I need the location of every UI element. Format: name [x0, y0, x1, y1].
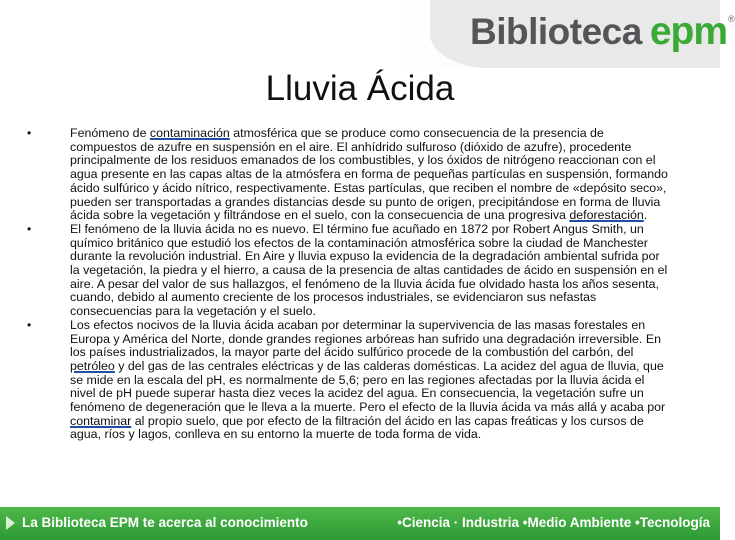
bullet-item: • Los efectos nocivos de la lluvia ácida acaban por determinar la supervivencia de las masas forestales en Europa y América del Norte, donde grandes regiones arbóreas han sufrido una degradación irreversible. En los países industrializados, la mayor parte del ácido sulfúrico procede de la combustión del carbón, del petróleo y del gas de las centrales eléctricas y de las calderas domésticas. La acidez del agua de lluvia, que se mide en la escala del pH, es normalmente de 5,6; pero en las regiones afectadas por la lluvia ácida el nivel de pH puede superar hasta diez veces la acidez del agua. En consecuencia, la vegetación sufre un fenómeno de degeneración que le lleva a la muerte. Pero el efecto de la lluvia ácida va más allá y acaba por contaminar al propio suelo, que por efecto de la filtración del ácido en las capas freáticas y los cursos de agua, ríos y lagos, conlleva en su entorno la muerte de toda forma de vida. — [27, 317, 666, 442]
bullet-icon: • — [27, 317, 32, 332]
logo-text: Biblioteca — [470, 11, 642, 52]
logo-brand: epm — [649, 10, 728, 53]
footer-tagline: La Biblioteca EPM te acerca al conocimiento — [22, 515, 308, 530]
link-contaminar[interactable]: contaminar — [70, 413, 132, 428]
footer-topics: •Ciencia · Industria •Medio Ambiente •Tecnología — [397, 515, 710, 530]
registered-mark: ® — [728, 14, 735, 24]
bullet-icon: • — [27, 126, 32, 140]
bullet-icon: • — [27, 221, 32, 236]
arrow-right-icon — [6, 516, 15, 530]
slide-content — [22, 127, 672, 442]
biblioteca-epm-logo — [470, 10, 735, 54]
bullet-item: • El fenómeno de la lluvia ácida no es nuevo. El término fue acuñado en 1872 por Robert Angus Smith, un químico británico que estudió los efectos de la contaminación atmosférica sobre la ciudad de Manchester durante la revolución industrial. En Aire y lluvia expuso la evidencia de la degradación ambiental sufrida por la vegetación, la piedra y el hierro, a causa de la presencia de altas cantidades de ácido en suspensión en el aire. A pesar del valor de sus hallazgos, el fenómeno de la lluvia ácida fue olvidado hasta los años sesenta, cuando, debido al aumento creciente de los procesos industriales, se evidenciaron sus nefastas consecuencias para la vegetación y el suelo. — [27, 221, 668, 319]
slide-title: Lluvia Ácida — [265, 69, 455, 108]
bullet-item: • Fenómeno de contaminación atmosférica que se produce como consecuencia de la presencia de compuestos de azufre en suspensión en el aire. El anhídrido sulfuroso (dióxido de azufre), procedente principalmente de los residuos emanados de los combustibles, y los óxidos de nitrógeno reaccionan con el agua presente en las capas altas de la atmósfera en forma de pequeñas partículas en suspensión, formando ácido sulfúrico y ácido nítrico, respectivamente. Estas partículas, que reciben el nombre de «depósito seco», pueden ser transportadas a grandes distancias desde su punto de origen, precipitándose en forma de lluvia ácida sobre la vegetación y filtrándose en el suelo, con la consecuencia de una progresiva deforestación. — [27, 126, 668, 223]
link-deforestacion[interactable]: deforestación — [569, 208, 644, 223]
link-contaminacion[interactable]: contaminación — [149, 126, 230, 140]
footer-bar — [0, 507, 720, 540]
bullet-list — [22, 127, 672, 442]
link-petroleo[interactable]: petróleo — [70, 358, 115, 373]
